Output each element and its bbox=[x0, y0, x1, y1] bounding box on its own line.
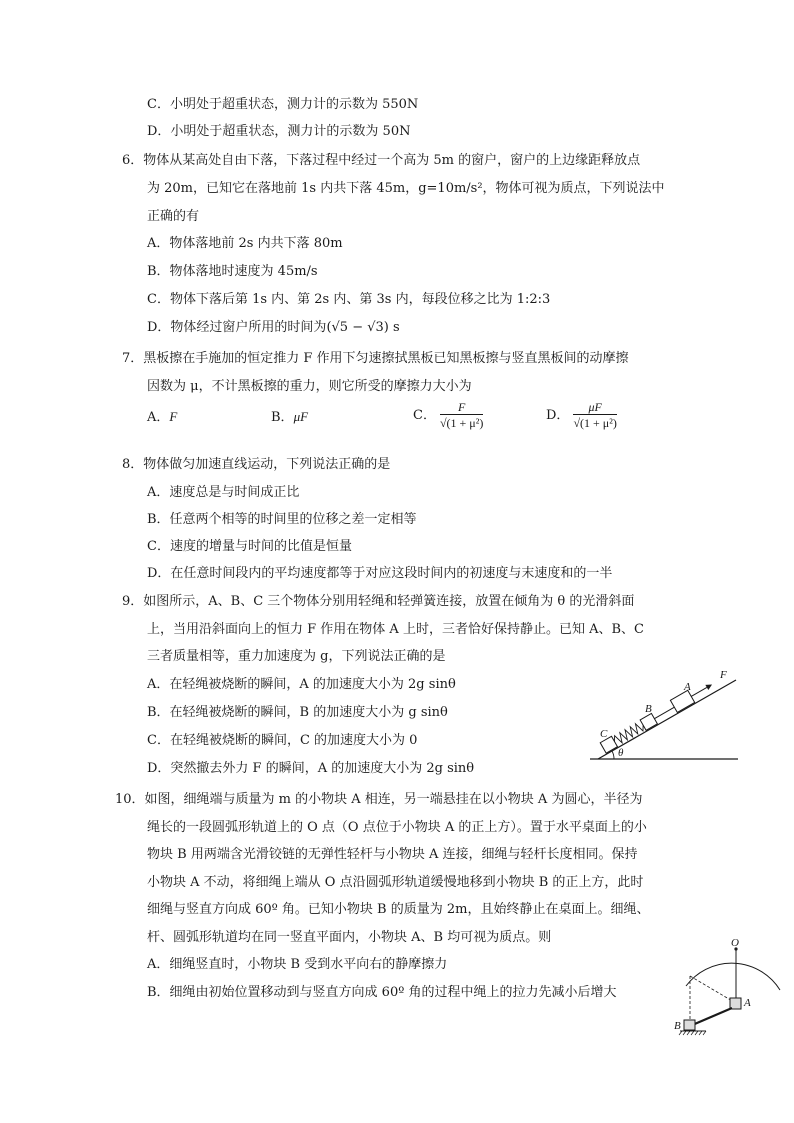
label-a: A bbox=[684, 681, 691, 693]
q6-option-a: A．物体落地前 2s 内共下落 80m bbox=[147, 236, 343, 251]
q10-stem-line-1: 10．如图，细绳端与质量为 m 的小物块 A 相连，另一端悬挂在以小物块 A 为圆心，半径为 bbox=[115, 792, 643, 807]
q9-option-b: B．在轻绳被烧断的瞬间，B 的加速度大小为 g sinθ bbox=[147, 705, 448, 720]
q6-stem-line-2: 为 20m，已知它在落地前 1s 内共下落 45m，g=10m/s²，物体可视为质点，下列说法中 bbox=[147, 181, 665, 196]
q8-option-c: C．速度的增量与时间的比值是恒量 bbox=[147, 539, 352, 554]
label-c: C bbox=[600, 728, 608, 740]
q7-option-a-label: A． bbox=[147, 410, 170, 425]
q7-option-b bbox=[271, 408, 308, 427]
q7-option-b-label: B． bbox=[271, 410, 294, 425]
force-arrow bbox=[691, 687, 707, 696]
q10-stem-line-4: 小物块 A 不动，将细绳上端从 O 点沿圆弧形轨道缓慢地移到小物块 B 的正上方，此时 bbox=[147, 875, 644, 890]
q7-option-c-fraction bbox=[440, 400, 483, 431]
q10-stem-line-6: 杆、圆弧形轨道均在同一竖直平面内，小物块 A、B 均可视为质点。则 bbox=[147, 930, 552, 945]
q7-option-a-expr: F bbox=[169, 409, 178, 424]
arc-track bbox=[686, 963, 780, 990]
q7-option-b-expr: μF bbox=[293, 409, 309, 424]
q5-option-d: D．小明处于超重状态，测力计的示数为 50N bbox=[147, 124, 411, 139]
q7-option-c-numerator: F bbox=[440, 400, 483, 415]
spring bbox=[612, 721, 646, 746]
q10-option-a: A．细绳竖直时，小物块 B 受到水平向右的静摩擦力 bbox=[147, 957, 448, 972]
q9-option-c: C．在轻绳被烧断的瞬间，C 的加速度大小为 0 bbox=[147, 733, 418, 748]
q7-option-d-numerator: μF bbox=[573, 400, 616, 415]
q10-stem-line-2: 绳长的一段圆弧形轨道上的 O 点（O 点位于小物块 A 的正上方）。置于水平桌面上的小 bbox=[147, 820, 647, 835]
q7-option-c bbox=[413, 400, 483, 431]
q9-stem-line-1: 9．如图所示，A、B、C 三个物体分别用轻绳和轻弹簧连接，放置在倾角为 θ 的光滑斜面 bbox=[122, 594, 635, 609]
force-arrowhead bbox=[705, 682, 713, 690]
label-f: F bbox=[720, 669, 727, 681]
q10-option-b: B．细绳由初始位置移动到与竖直方向成 60º 角的过程中绳上的拉力先减小后增大 bbox=[147, 985, 617, 1000]
q6-option-d-expression: (√5 − √3) s bbox=[326, 320, 400, 335]
q7-option-d-label: D． bbox=[546, 408, 570, 423]
q7-stem-line-2: 因数为 μ，不计黑板擦的重力，则它所受的摩擦力大小为 bbox=[147, 379, 472, 394]
label-b: B bbox=[645, 703, 652, 715]
q6-option-c: C．物体下落后第 1s 内、第 2s 内、第 3s 内，每段位移之比为 1:2:3 bbox=[147, 292, 551, 307]
q6-option-b: B．物体落地时速度为 45m/s bbox=[147, 264, 318, 279]
q6-option-d bbox=[147, 319, 400, 337]
theta-arc bbox=[612, 751, 614, 759]
rope-dashed bbox=[690, 976, 734, 1002]
theta-label: θ bbox=[618, 747, 624, 759]
q5-option-c: C．小明处于超重状态，测力计的示数为 550N bbox=[147, 97, 419, 112]
label-a: A bbox=[744, 997, 751, 1009]
q7-option-a bbox=[147, 408, 177, 427]
q7-stem-line-1: 7．黑板擦在手施加的恒定推力 F 作用下匀速擦拭黑板已知黑板擦与竖直黑板间的动摩擦 bbox=[122, 351, 629, 366]
q8-stem: 8．物体做匀加速直线运动，下列说法正确的是 bbox=[122, 457, 391, 472]
q8-option-a: A．速度总是与时间成正比 bbox=[147, 485, 300, 500]
label-b: B bbox=[674, 1020, 681, 1032]
q9-option-d: D．突然撤去外力 F 的瞬间，A 的加速度大小为 2g sinθ bbox=[147, 761, 475, 776]
q7-option-c-label: C． bbox=[413, 408, 436, 423]
q6-stem-line-3: 正确的有 bbox=[147, 209, 200, 224]
q10-stem-line-3: 物块 B 用两端含光滑铰链的无弹性轻杆与小物块 A 连接，细绳与轻杆长度相同。保持 bbox=[147, 847, 638, 862]
q9-incline-figure bbox=[588, 666, 748, 766]
q7-option-d-fraction bbox=[573, 400, 616, 431]
table-hatch bbox=[679, 1031, 706, 1035]
q7-option-c-denominator: √(1 + μ²) bbox=[439, 416, 484, 430]
q10-stem-line-5: 细绳与竖直方向成 60º 角。已知小物块 B 的质量为 2m，且始终静止在桌面上。细绳、 bbox=[147, 902, 650, 917]
q10-arc-figure bbox=[674, 936, 786, 1036]
label-o: O bbox=[731, 937, 739, 949]
q9-stem-line-2: 上，当用沿斜面向上的恒力 F 作用在物体 A 上时，三者恰好保持静止。已知 A、B、C bbox=[147, 622, 644, 637]
q6-option-d-text: D．物体经过窗户所用的时间为 bbox=[147, 320, 327, 335]
q6-stem-line-1: 6．物体从某高处自由下落，下落过程中经过一个高为 5m 的窗户，窗户的上边缘距释放点 bbox=[122, 153, 641, 168]
q9-stem-line-3: 三者质量相等，重力加速度为 g，下列说法正确的是 bbox=[147, 649, 446, 664]
light-rod bbox=[690, 1008, 732, 1026]
block-b bbox=[684, 1020, 695, 1030]
q7-option-d-denominator: √(1 + μ²) bbox=[573, 416, 617, 430]
q8-option-b: B．任意两个相等的时间里的位移之差一定相等 bbox=[147, 512, 417, 527]
q8-option-d: D．在任意时间段内的平均速度都等于对应这段时间内的初速度与末速度和的一半 bbox=[147, 566, 613, 581]
q9-option-a: A．在轻绳被烧断的瞬间，A 的加速度大小为 2g sinθ bbox=[147, 677, 456, 692]
q7-option-d bbox=[546, 400, 617, 431]
block-a bbox=[670, 690, 694, 712]
